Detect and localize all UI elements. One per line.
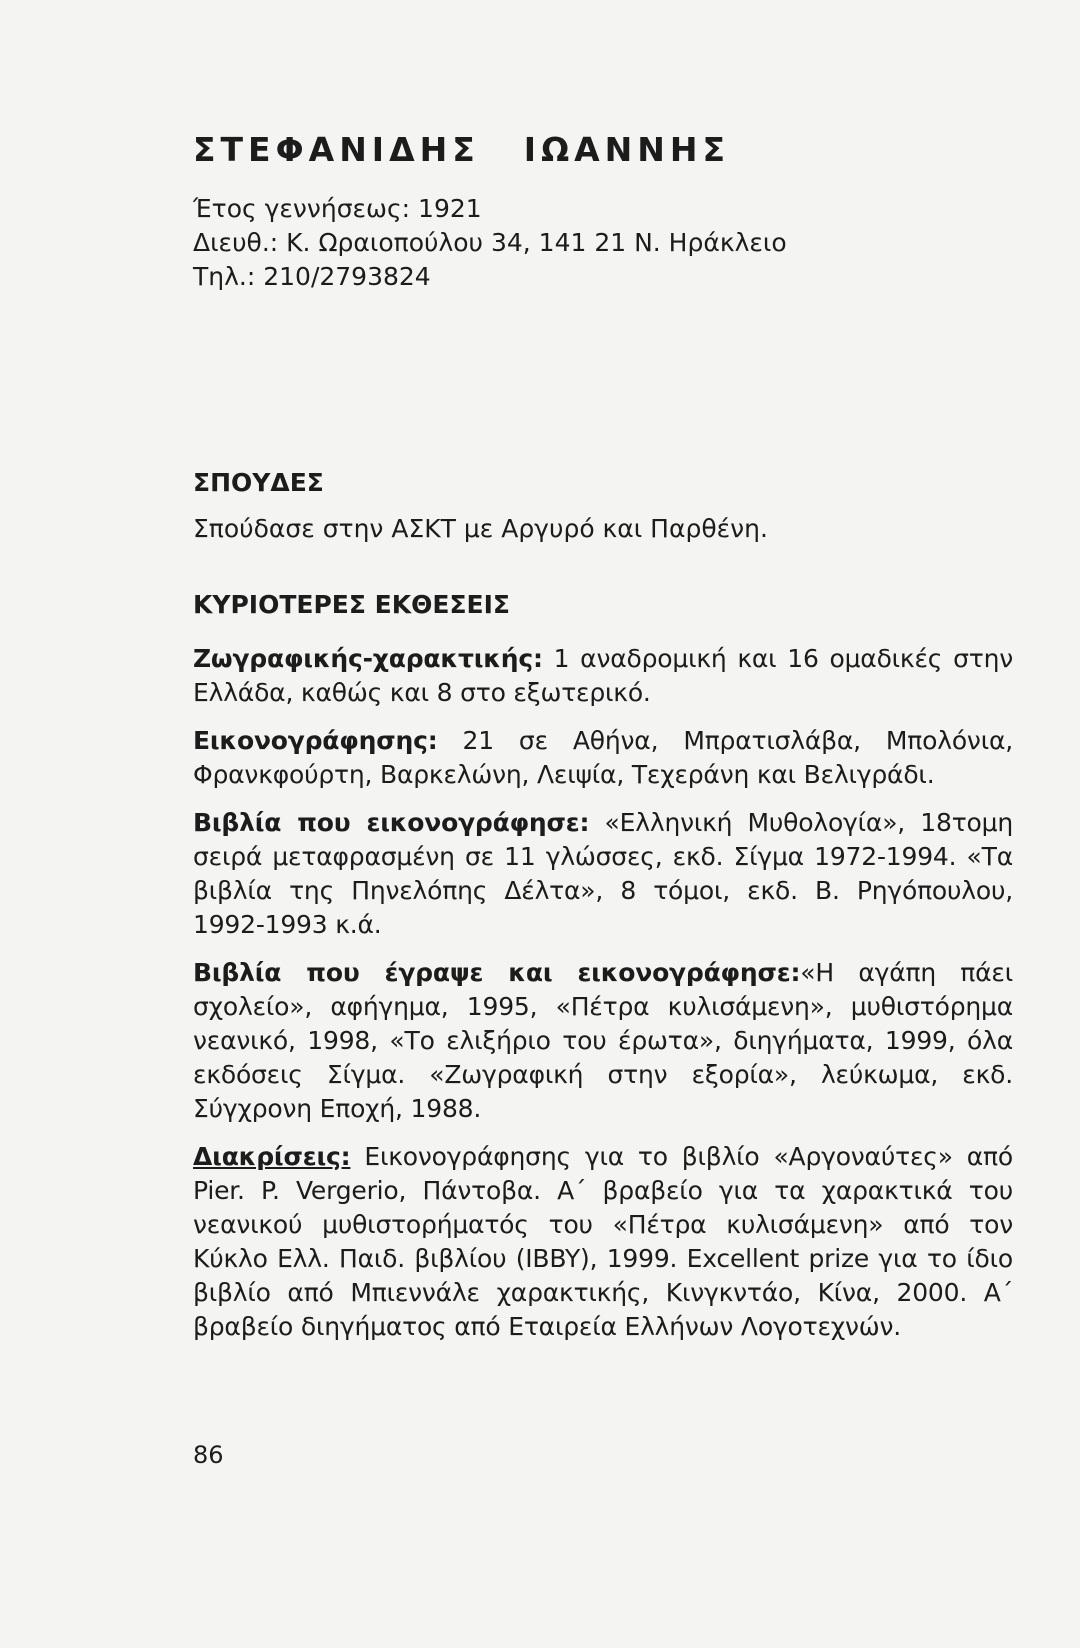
exhibitions-title: ΚΥΡΙΟΤΕΡΕΣ ΕΚΘΕΣΕΙΣ bbox=[193, 590, 510, 619]
birth-year: Έτος γεννήσεως: 1921 bbox=[193, 194, 482, 223]
phone: Τηλ.: 210/2793824 bbox=[193, 262, 431, 291]
books-illustrated-text: «Ελληνική Μυθολογία», 18τομη σειρά μεταφρασμένη σε 11 γλώσσες, εκδ. Σίγμα 1972-1994. «Τα βιβλία της Πηνελόπης Δέλτα», 8 τόμοι, εκδ. Β. Ρηγόπουλου, 1992-1993 κ.ά. bbox=[193, 808, 1013, 939]
studies-title: ΣΠΟΥΔΕΣ bbox=[193, 468, 324, 497]
awards-paragraph bbox=[193, 1140, 1013, 1344]
books-written-text: «Η αγάπη πάει σχολείο», αφήγημα, 1995, «Πέτρα κυλισάμενη», μυθιστόρημα νεανικό, 1998, «Το ελιξήριο του έρωτα», διηγήματα, 1999, όλα εκδόσεις Σίγμα. «Ζωγραφική στην εξορία», λεύκωμα, εκδ. Σύγχρονη Εποχή, 1988. bbox=[193, 958, 1013, 1123]
illustration-text: 21 σε Αθήνα, Μπρατισλάβα, Μπολόνια, Φρανκφούρτη, Βαρκελώνη, Λειψία, Τεχεράνη και Βελιγράδι. bbox=[193, 726, 1013, 789]
books-written-label: Βιβλία που έγραψε και εικονογράφησε: bbox=[193, 958, 801, 987]
address: Διευθ.: Κ. Ωραιοπούλου 34, 141 21 Ν. Ηράκλειο bbox=[193, 228, 787, 257]
books-written-paragraph bbox=[193, 956, 1013, 1126]
books-illustrated-label: Βιβλία που εικονογράφησε: bbox=[193, 808, 590, 837]
painting-label: Ζωγραφικής-χαρακτικής: bbox=[193, 644, 543, 673]
painting-text: 1 αναδρομική και 16 ομαδικές στην Ελλάδα, καθώς και 8 στο εξωτερικό. bbox=[193, 644, 1013, 707]
books-illustrated-paragraph bbox=[193, 806, 1013, 942]
artist-surname: ΣΤΕΦΑΝΙΔΗΣ bbox=[193, 130, 480, 169]
artist-given-name: ΙΩΑΝΝΗΣ bbox=[523, 130, 731, 169]
awards-label: Διακρίσεις: bbox=[193, 1142, 351, 1171]
awards-text: Εικονογράφησης για το βιβλίο «Αργοναύτες» από Pier. P. Vergerio, Πάντοβα. Α΄ βραβείο για τα χαρακτικά του νεανικού μυθιστορήματός του «Πέτρα κυλισάμενη» από τον Κύκλο Ελλ. Παιδ. βιβλίου (IBBY), 1999. Excellent prize για το ίδιο βιβλίο από Μπιεννάλε χαρακτικής, Κινγκντάο, Κίνα, 2000. Α΄ βραβείο διηγήματος από Εταιρεία Ελλήνων Λογοτεχνών. bbox=[193, 1142, 1013, 1341]
painting-paragraph bbox=[193, 642, 1013, 710]
page-content bbox=[193, 130, 1013, 1344]
page-number: 86 bbox=[193, 1441, 224, 1469]
illustration-label: Εικονογράφησης: bbox=[193, 726, 438, 755]
illustration-paragraph bbox=[193, 724, 1013, 792]
studies-text: Σπούδασε στην ΑΣΚΤ με Αργυρό και Παρθένη. bbox=[193, 514, 768, 543]
artist-name bbox=[193, 130, 1013, 170]
